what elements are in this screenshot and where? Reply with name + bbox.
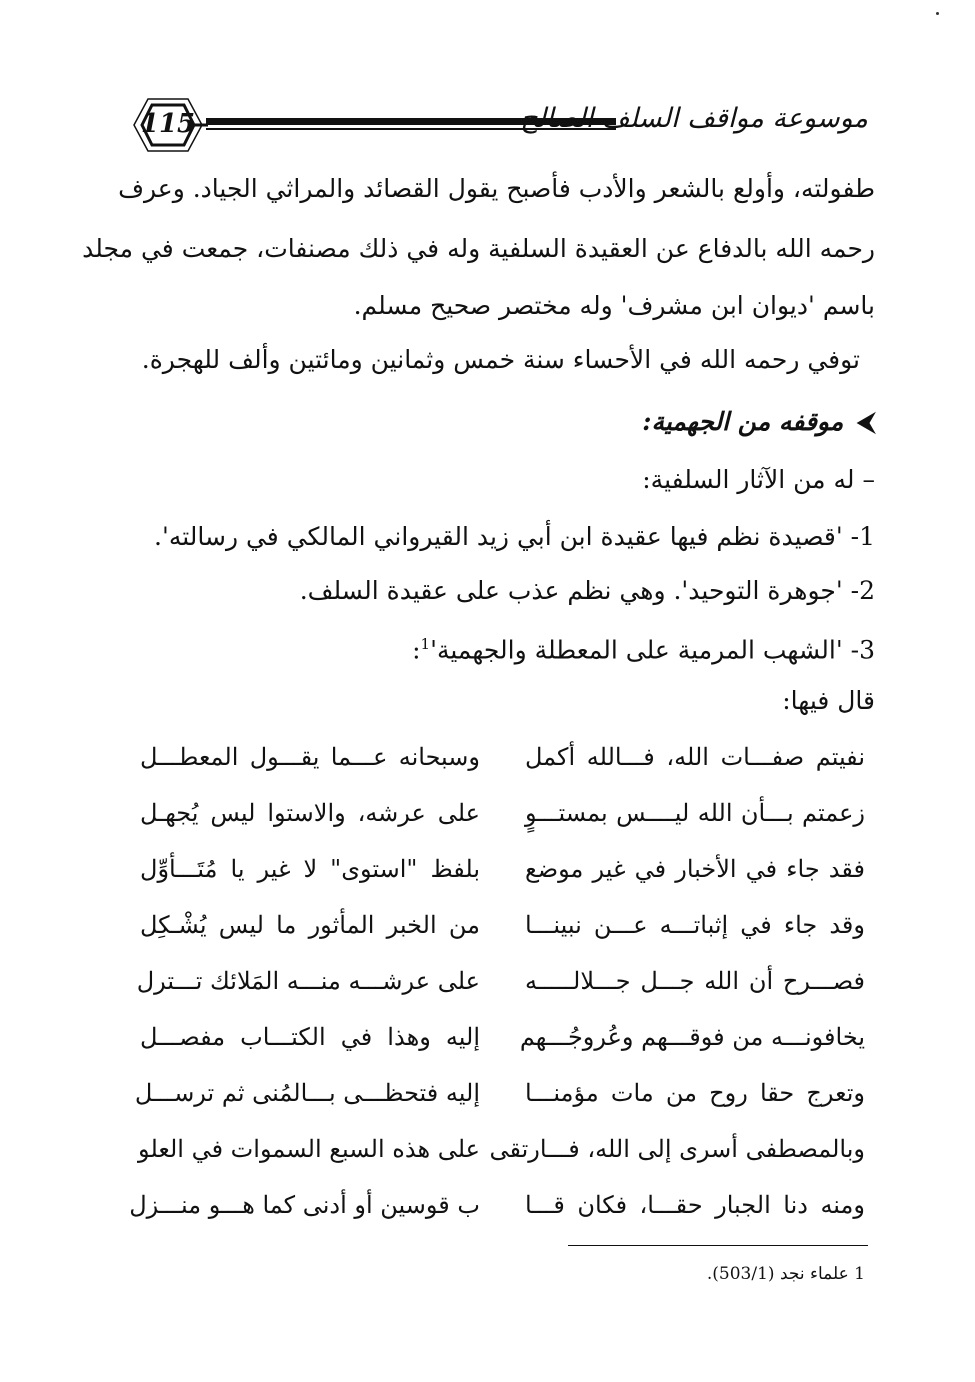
poem-second-hemistich: ب قوسين أو أدنى كما هـــو منـــزل — [129, 1191, 480, 1219]
poem-first-hemistich: وقد جاء في إثباتـــه عـــن نبينـــا — [525, 911, 865, 939]
poem-second-hemistich: على هذه السبع السموات في العلو — [138, 1135, 480, 1163]
footnote-rule — [568, 1245, 868, 1246]
poem-verse — [140, 1018, 865, 1058]
series-title: موسوعة مواقف السلف الصالح — [520, 103, 868, 134]
footnote-ref: 1 — [420, 635, 431, 653]
poem-first-hemistich: زعمتم بـــأن الله ليــــس بمستـــوٍ — [525, 799, 865, 827]
death-line: توفي رحمه الله في الأحساء سنة خمس وثمانين ومائتين وألف للهجرة. — [141, 345, 860, 374]
poem-second-hemistich: إليه وهذا في الكتـــاب مفصـــل — [140, 1023, 480, 1051]
poem-second-hemistich: من الخبر المأثور ما ليس يُشْـكِل — [140, 911, 480, 939]
poem-verse — [140, 906, 865, 946]
poem-first-hemistich: ومنه دنا الجبار حقـــا، فكان قـــا — [525, 1191, 865, 1219]
poem-first-hemistich: فقد جاء في الأخبار في غير موضع — [525, 855, 865, 883]
list-item-3-text: 3- 'الشهب المرمية على المعطلة والجهمية' — [430, 635, 875, 665]
intro-line: – له من الآثار السلفية: — [642, 465, 875, 494]
scan-speck — [936, 12, 939, 15]
section-heading — [642, 405, 875, 438]
body-line-2: رحمه الله بالدفاع عن العقيدة السلفية وله في ذلك مصنفات، جمعت في مجلد — [82, 234, 875, 263]
poem-second-hemistich: على عرشه، والاستوا ليس يُجهـل — [140, 799, 480, 827]
poem-first-hemistich: فصـــرح أن الله جـــل جـــلالـــــه — [525, 967, 865, 995]
page-number: 115 — [140, 109, 196, 139]
poem-first-hemistich: يخافونـــه من فوقـــهم وعُروجُـــهم — [519, 1023, 865, 1051]
footnote: 1 علماء نجد (503/1). — [706, 1264, 865, 1284]
poem-verse — [129, 1186, 865, 1226]
list-item-1: 1- 'قصيدة نظم فيها عقيدة ابن أبي زيد القيرواني المالكي في رسالته'. — [154, 522, 875, 551]
poem-verse — [140, 1130, 865, 1170]
poem-second-hemistich: إليه فتحظـــى بـــالمُنى ثم ترســـل — [134, 1079, 480, 1107]
poem-first-hemistich: وبالمصطفى أسرى إلى الله، فـــارتقى — [489, 1135, 865, 1163]
page-number-badge — [128, 95, 208, 155]
poem-second-hemistich: وسبحانه عـــما يقـــول المعطـــل — [140, 743, 480, 771]
poem-second-hemistich: بلفظ "استوى" لا غير يا مُتَـــأوِّل — [140, 855, 480, 883]
poem-verse — [140, 794, 865, 834]
body-line-3: باسم 'ديوان ابن مشرف' وله مختصر صحيح مسلم. — [353, 291, 875, 320]
poem-verse — [134, 1074, 865, 1114]
page-header — [128, 95, 868, 165]
poem-verse — [140, 850, 865, 890]
list-item-2: 2- 'جوهرة التوحيد'. وهي نظم عذب على عقيدة السلف. — [299, 576, 875, 605]
heading-text: موقفه من الجهمية: — [642, 407, 844, 436]
poem-verse — [140, 738, 865, 778]
body-line-1: طفولته، وأولع بالشعر والأدب فأصبح يقول القصائد والمراثي الجياد. وعرف — [118, 174, 875, 203]
poem-verse — [136, 962, 865, 1002]
poem-first-hemistich: وتعرج حقا روح من مات مؤمنـــا — [525, 1079, 865, 1107]
poem-second-hemistich: على عرشـــه منـــه المَلائك تـــترل — [136, 967, 480, 995]
poem-first-hemistich: نفيتم صفـــات الله، فـــالله أكمل — [525, 743, 865, 771]
said-line: قال فيها: — [782, 686, 875, 715]
list-item-3 — [412, 628, 875, 666]
heading-marker-icon: ⮜ — [857, 407, 875, 436]
list-item-3-suffix: : — [412, 635, 421, 665]
